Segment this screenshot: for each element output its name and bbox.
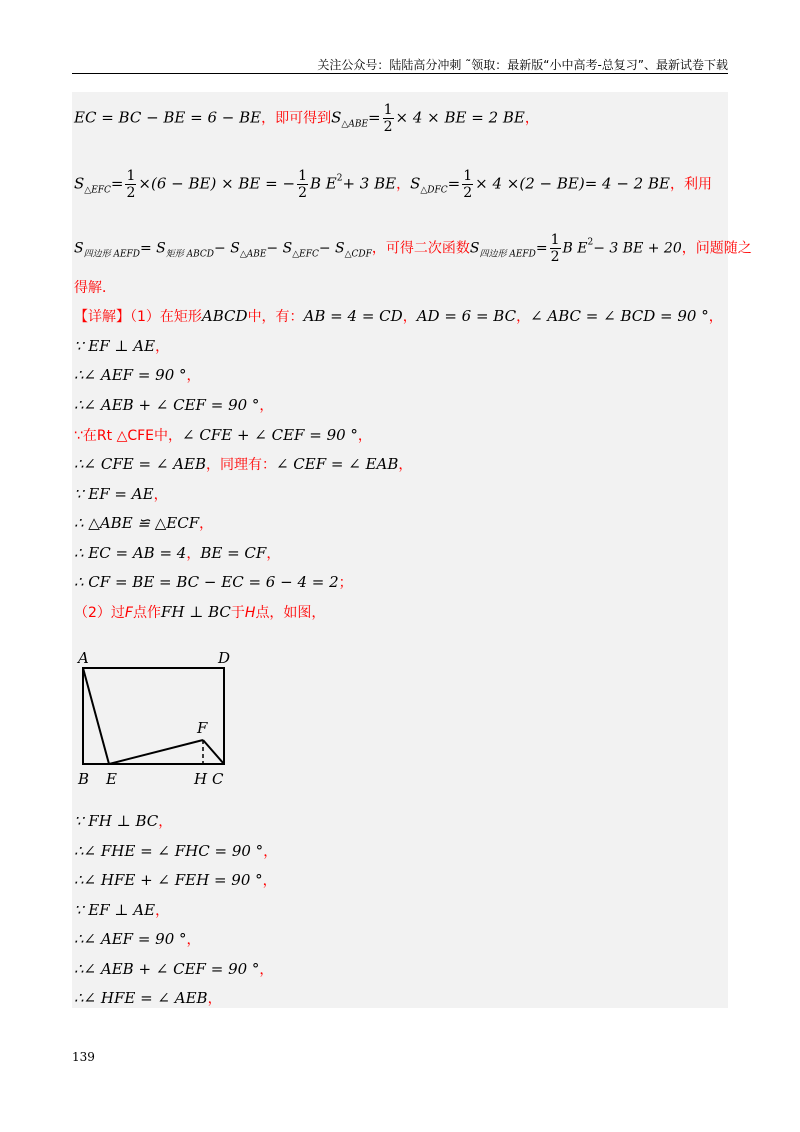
label-h: H: [194, 770, 208, 788]
solution-line-9: ∵在Rt △CFE中，∠ CFE + ∠ CEF = 90 °，: [74, 426, 372, 444]
solution-line-20: ∴∠ AEF = 90 °，: [74, 930, 201, 948]
segment-ae: [83, 668, 109, 764]
solution-line-22: ∴∠ HFE = ∠ AEB，: [74, 989, 222, 1007]
segment-fc: [203, 740, 224, 764]
solution-line-19: ∵ EF ⊥ AE，: [74, 901, 170, 919]
page-number: 139: [72, 1050, 95, 1064]
solution-line-10: ∴∠ CFE = ∠ AEB，同理有：∠ CEF = ∠ EAB，: [74, 455, 413, 473]
solution-line-5: 【详解】（1）在矩形ABCD中，有：AB = 4 = CD，AD = 6 = BC，∠ ABC = ∠ BCD = 90 °，: [74, 307, 723, 325]
solution-line-7: ∴∠ AEF = 90 °，: [74, 366, 201, 384]
solution-line-17: ∴∠ FHE = ∠ FHC = 90 °，: [74, 842, 278, 860]
fraction: $\frac{1}{2}$: [463, 168, 473, 201]
solution-line-4: 得解．: [74, 280, 116, 296]
solution-line-16: ∵ FH ⊥ BC，: [74, 812, 173, 830]
label-d: D: [218, 649, 231, 667]
detail-tag: 【详解】: [74, 309, 130, 325]
solution-line-11: ∵ EF = AE，: [74, 485, 168, 503]
label-c: C: [212, 770, 224, 788]
fraction: $\frac{1}{2}$: [126, 168, 136, 201]
header-divider: [72, 73, 728, 74]
solution-line-6: ∵ EF ⊥ AE，: [74, 337, 170, 355]
solution-line-1: EC = BC − BE = 6 − BE，即可得到$S_{\triangle ABE}=$ $\frac{1}{2}$ × 4 × BE = 2 BE，: [74, 102, 539, 135]
solution-line-18: ∴∠ HFE + ∠ FEH = 90 °，: [74, 871, 277, 889]
geometry-figure: [72, 647, 272, 797]
fraction: $\frac{1}{2}$: [298, 168, 307, 201]
solution-line-2: $S_{\triangle EFC}=$ $\frac{1}{2}$ ×(6 − BE) × BE = − $\frac{1}{2}$ B $E^2+ 3$ BE，$S_{\triangle DFC}=$ $\frac{1}{2}$ × 4 ×(2 − BE)= 4 − 2 BE，利用: [74, 168, 712, 201]
solution-line-13: ∴ EC = AB = 4，BE = CF，: [74, 544, 281, 562]
solution-line-21: ∴∠ AEB + ∠ CEF = 90 °，: [74, 960, 274, 978]
solution-line-15: （2）过F点作FH ⊥ BC于H点，如图，: [74, 603, 326, 621]
solution-line-3: $S_{四边形 AEFD}= S_{矩形 ABCD}- S_{\triangle ABE}- S_{\triangle EFC}- S_{\triangle CDF}$，可得二次函数$S_{四边形 AEFD}=$ $\frac{1}{2}$ B $E^2- 3$ BE + 20，问题随之: [74, 232, 752, 265]
label-a: A: [78, 649, 89, 667]
label-f: F: [197, 719, 208, 737]
fraction: $\frac{1}{2}$: [383, 102, 393, 135]
solution-line-14: ∴ CF = BE = BC − EC = 6 − 4 = 2；: [74, 573, 353, 591]
solution-panel: [72, 92, 752, 1008]
page-header: 关注公众号：陆陆高分冲刺 ˜领取：最新版“小中高考-总复习”、最新试卷下载: [317, 58, 728, 72]
segment-ef: [109, 740, 203, 764]
fraction: $\frac{1}{2}$: [550, 232, 560, 265]
label-b: B: [78, 770, 90, 788]
label-e: E: [106, 770, 117, 788]
solution-line-8: ∴∠ AEB + ∠ CEF = 90 °，: [74, 396, 274, 414]
solution-line-12: ∴ △ABE ≌ △ECF，: [74, 514, 214, 532]
